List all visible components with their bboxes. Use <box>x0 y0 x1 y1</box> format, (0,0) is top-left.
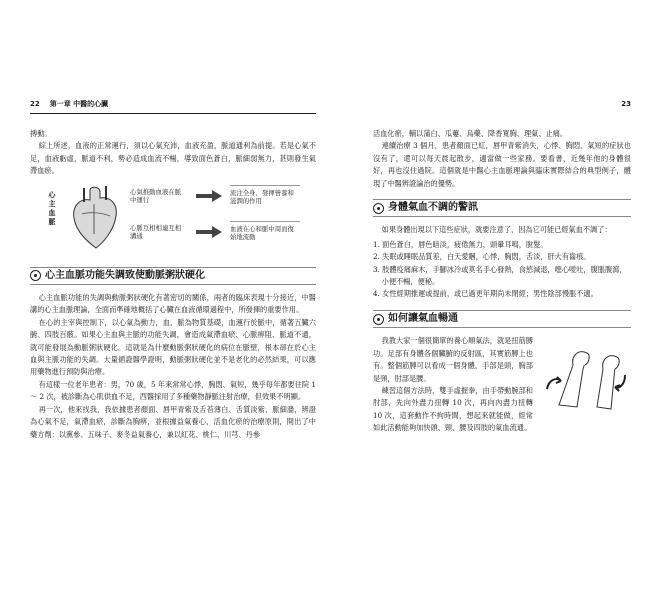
diagram-box-2: 心脈互相相連互相溝通 <box>130 223 182 241</box>
arrow-right-icon <box>196 190 222 202</box>
list-item: 3. 肢體疫痛麻木，手腳冰冷或莫名手心發熱，食慾減退，噁心噯吐，腹脹腹瀉，小便不暢，便秘。 <box>373 264 627 287</box>
bullet-circle-icon <box>30 270 41 281</box>
list-item: 4. 女性經期推遲或提前，或已過更年期尚未閉經；男性陰部慢脹不適。 <box>373 289 598 299</box>
section-heading <box>30 267 316 285</box>
right-page-number: 23 <box>621 100 631 108</box>
chapter-title: 第一章 中醫的心臟 <box>49 100 109 108</box>
left-page-body <box>30 128 316 441</box>
paragraph: 活血化瘀，輔以蒲白、瓜蔞、烏藥、降香寬胸、理氣、止痛。 <box>373 129 568 138</box>
diagram-vertical-label: 心主血脈 <box>48 189 56 226</box>
diagram-box-1: 心氣推動血液在脈中運行 <box>130 187 182 205</box>
arrow-right-icon <box>196 226 222 238</box>
twist-exercise-block <box>373 335 631 434</box>
paragraph: 練習這個方法時，雙手虛握拳，由手帶動腕部和肘部，先向外盡力扭轉 10 次，再向內盡力扭轉 10 次，這套動作不拘時間，想起來就能做，經常如此活動能夠加快頭、頸、腰及四肢的氣血流通。 <box>373 385 533 433</box>
section-heading-text: 如何讓氣血暢通 <box>388 312 458 324</box>
bullet-circle-icon <box>373 203 384 214</box>
list-item: 2. 失眠或睡眠品質差，白天愛睏，心悸，胸悶，舌淡，肝大有齒痕。 <box>373 252 591 262</box>
left-page-number: 22 <box>30 100 40 108</box>
section-heading-text: 心主血脈功能失調致使動脈粥狀硬化 <box>45 269 205 281</box>
paragraph: 綜上所述，血液的正常運行，須以心氣充沛，血液充盈，脈道通利為前提。若是心氣不足，血液虧虛，脈道不利，勢必造成血流不暢，導致面色蒼白，脈細弱無力，甚則發生氣滯血瘀。 <box>30 141 316 176</box>
section-heading <box>373 310 631 328</box>
paragraph: 搏動。 <box>30 129 52 138</box>
diagram-result-1: 流注全身、發揮營養和滋潤的作用 <box>230 185 300 206</box>
diagram-result-2: 血液在心和脈中周而復始地流動 <box>230 221 300 242</box>
list-item: 1. 面色蒼白，唇色暗淡，疲倦無力，頭暈耳鳴，脫髮。 <box>373 239 548 249</box>
section-heading-text: 身體氣血不調的警訊 <box>388 202 478 214</box>
section-heading <box>373 199 631 217</box>
heart-diagram <box>30 182 316 258</box>
right-page-header <box>373 95 631 113</box>
symptom-list <box>373 239 631 301</box>
paragraph: 有這樣一位老年患者：男，70 歲，5 年來常常心悸，胸悶、氣短，幾乎每年都要住院 1 ～ 2 次，被診斷為心肌供血不足，西醫採用了多種藥物靜脈注射治療，但效果不明顯。 <box>30 379 316 402</box>
paragraph: 我教大家一個很簡單的養心順氣法，就是扭筋膊功。足部有身體各個臟腑的反射區，其實筋膊上也有。整個筋膊可以看成一個身體，手部是頭，胸部是頸，肘部是腰。 <box>373 336 533 383</box>
paragraph: 心主血脈功能的失調與動脈粥狀硬化有著密切的關係，兩者的臨床表現十分接近，中醫講的心主血脈理論，全面而準確地概括了心臟在血液循環過程中，所發揮的重要作用。 <box>30 293 316 315</box>
arm-twist-illustration-icon <box>539 335 631 427</box>
paragraph: 如果身體出現以下這些症狀，就要注意了，因為它可能已經氣血不調了： <box>381 225 612 235</box>
heart-illustration-icon <box>70 184 122 250</box>
paragraph: 再一次，他來找我，我依據患者顏面、唇甲青紫及舌苔薄白、舌質淡紫、脈細濇，辨證為心氣不足，氣滯血瘀，診斷為胸痹，並根據益氣養心，活血化瘀的治療原則，開出了中藥方劑：以黨參、五味子、麥冬益氣養心，兼以紅花、桃仁、川芎、丹參 <box>30 404 316 439</box>
left-page-header <box>30 95 316 114</box>
bullet-circle-icon <box>373 314 384 325</box>
right-page-body <box>373 128 631 435</box>
paragraph: 連續治療 3 個月，患者顏面已紅，唇甲青紫消失，心悸、胸悶、氣短的症狀也沒有了，還可以每天晨起散步，適當做一些家務。要看書，近幾年他的身體很好，再也沒住過院。這個就是中醫心主血脈理論與臨床實際結合的典型例子，體現了中醫辨證論治的優勢。 <box>373 141 631 188</box>
paragraph: 在心的主宰與控制下，以心氣為動力，血、脈為物質基礎，血運行於脈中，循著五臟六腑、四肢百骸。如果心主血與主脈的功能失調，會造成氣滯血瘀、心脈痹阻、脈道不通，就可能發展為動脈粥狀硬化。這就是為什麼動脈粥狀硬化的病位在脈壁，根本卻在於心主血與主脈功能的失調。大量循證醫學證明，動脈粥狀硬化並不是老化的必然結果，可以應用藥物進行預防與治療。 <box>30 317 316 377</box>
